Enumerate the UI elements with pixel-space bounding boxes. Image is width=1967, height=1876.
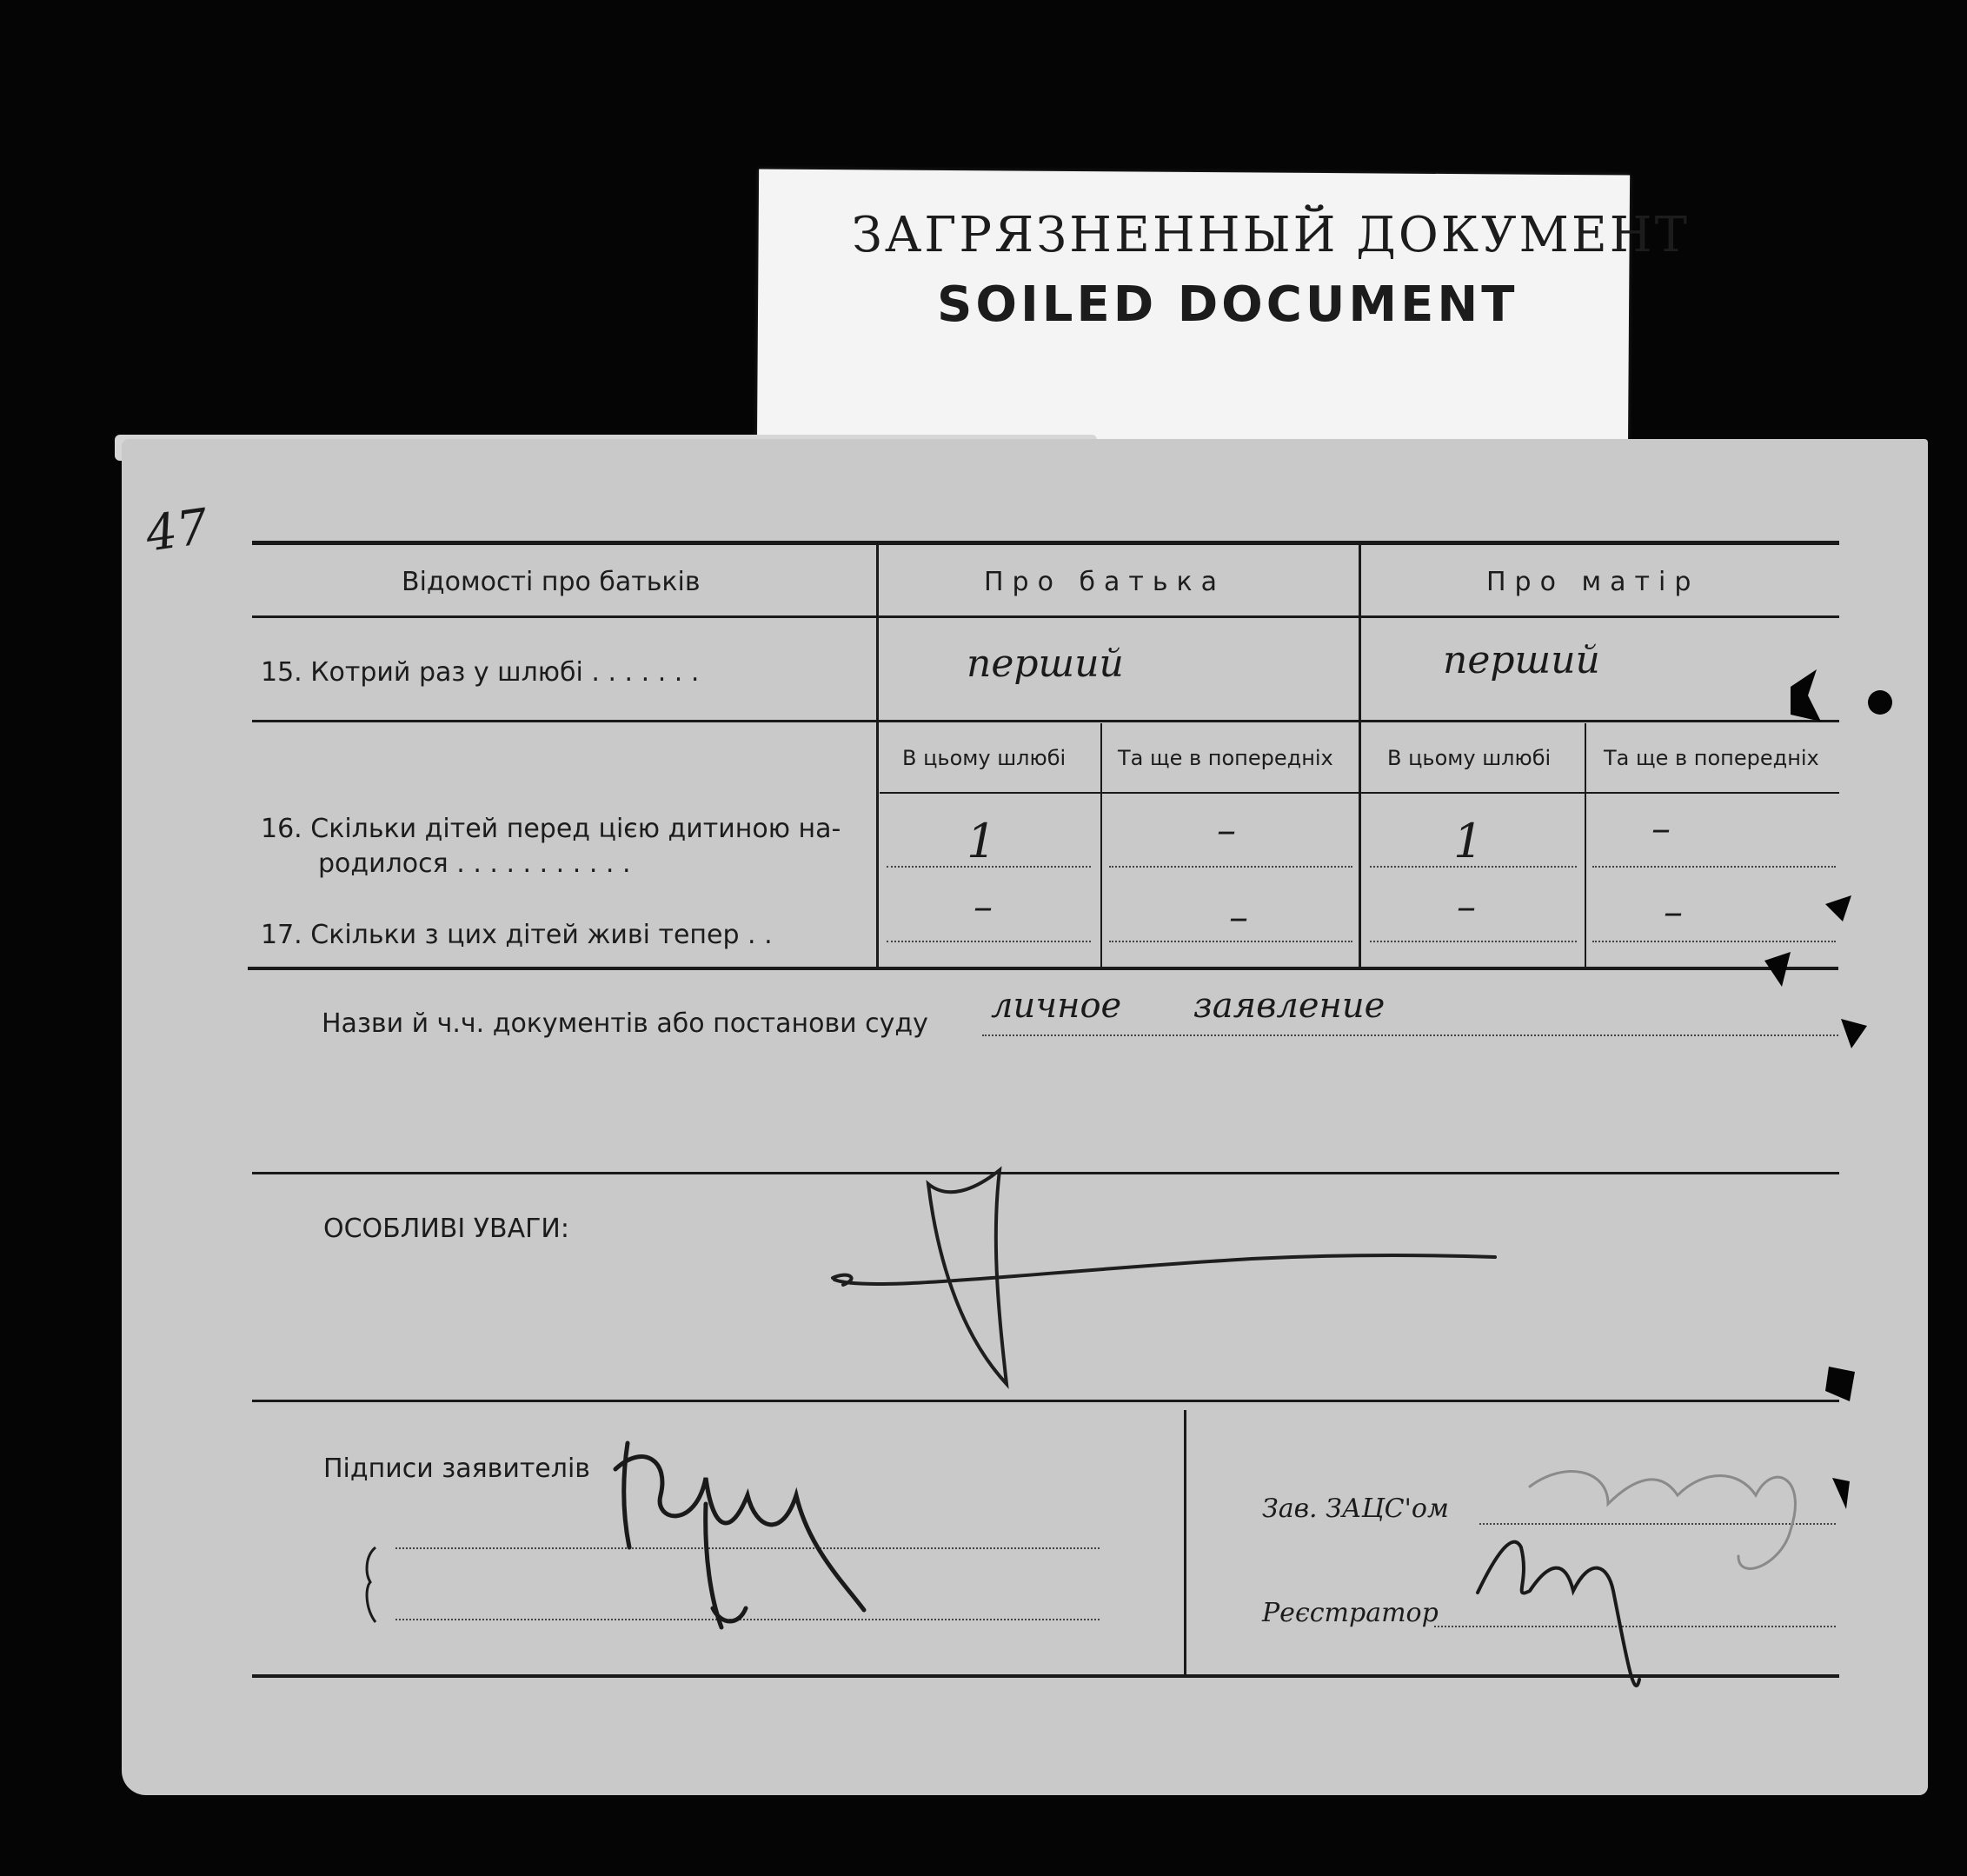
subcol-divider-mother: [1585, 723, 1586, 967]
applicant-signature-line-1: [395, 1547, 1100, 1549]
header-parents-info: Відомості про батьків: [402, 567, 701, 597]
head-zags-signature-line: [1479, 1523, 1836, 1525]
row17-mother-prev-line: [1592, 941, 1836, 942]
documents-value: личное заявление: [991, 986, 1386, 1026]
row15-bottom-rule: [252, 720, 1839, 722]
documents-line: [982, 1034, 1838, 1036]
row16-label-line2: родилося . . . . . . . . . . .: [318, 848, 631, 879]
row16-mother-prev-line: [1592, 866, 1836, 868]
remarks-top-rule: [252, 1172, 1839, 1174]
row17-mother-this: –: [1457, 885, 1476, 929]
subheader-father-prev: Та ще в попередніх: [1118, 746, 1333, 770]
stamp-english: SOILED DOCUMENT: [937, 276, 1518, 333]
row17-mother-this-line: [1370, 941, 1577, 942]
row17-mother-prev: –: [1664, 890, 1683, 935]
subheader-mother-this: В цьому шлюбі: [1387, 746, 1552, 770]
subheader-mother-prev: Та ще в попередніх: [1604, 746, 1819, 770]
applicant-signature-line-2: [395, 1619, 1100, 1620]
row16-mother-prev: –: [1651, 807, 1671, 851]
stamp-russian: ЗАГРЯЗНЕННЫЙ ДОКУМЕНТ: [852, 207, 1690, 263]
remarks-bottom-rule: [252, 1400, 1839, 1402]
col-divider-2: [1359, 544, 1361, 968]
row16-father-this-line: [887, 866, 1091, 868]
row16-mother-this-line: [1370, 866, 1577, 868]
row17-father-this: –: [974, 885, 993, 929]
row17-label: 17. Скільки з цих дітей живі тепер . .: [261, 920, 773, 950]
table-top-rule: [252, 541, 1839, 545]
header-bottom-rule: [252, 615, 1839, 618]
margin-note: 47: [142, 498, 212, 563]
row16-father-prev-line: [1109, 866, 1352, 868]
row15-mother-value: перший: [1443, 638, 1600, 682]
row15-label: 15. Котрий раз у шлюбі . . . . . . .: [261, 657, 700, 688]
signature-divider: [1184, 1410, 1186, 1675]
col-divider-1: [876, 544, 879, 968]
documents-label: Назви й ч.ч. документів або постанови суду: [322, 1008, 928, 1039]
row15-father-value: перший: [967, 642, 1124, 686]
subheader-father-this: В цьому шлюбі: [902, 746, 1067, 770]
row16-father-this: 1: [967, 814, 997, 868]
table-bottom-rule: [248, 967, 1838, 970]
row17-father-this-line: [887, 941, 1091, 942]
applicants-signature-label: Підписи заявителів: [323, 1454, 590, 1484]
registrar-label: Реєстратор: [1262, 1598, 1439, 1628]
header-mother: Про матір: [1486, 567, 1700, 597]
registrar-signature-line: [1434, 1626, 1836, 1627]
header-father: Про батька: [984, 567, 1226, 597]
subcol-divider-father: [1100, 723, 1102, 967]
row16-father-prev: –: [1217, 808, 1236, 853]
row16-label-line1: 16. Скільки дітей перед цією дитиною на-: [261, 814, 841, 844]
card-bottom-rule: [252, 1674, 1839, 1678]
head-zags-label: Зав. ЗАЦС'ом: [1262, 1493, 1449, 1524]
row17-father-prev: –: [1229, 895, 1248, 940]
row16-mother-this: 1: [1453, 814, 1484, 868]
remarks-label: ОСОБЛИВІ УВАГИ:: [323, 1214, 569, 1244]
row17-father-prev-line: [1109, 941, 1352, 942]
